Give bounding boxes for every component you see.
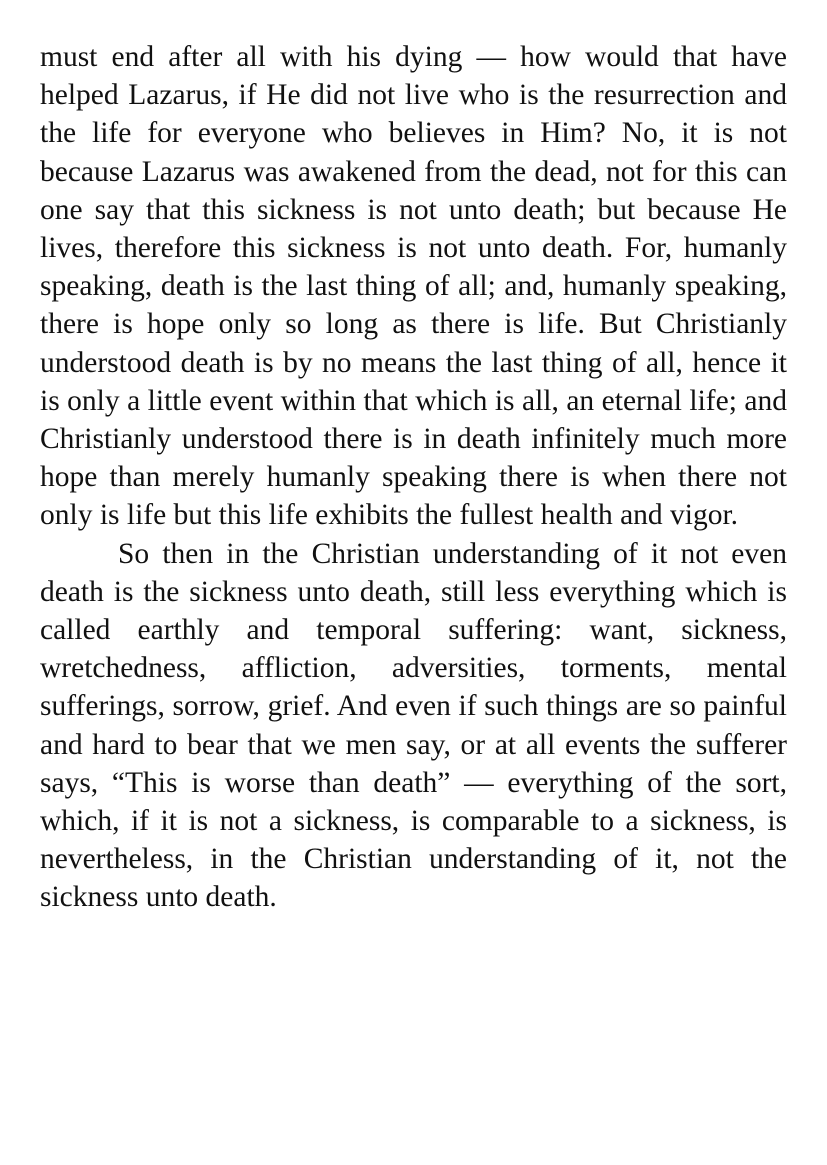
paragraph: So then in the Christian understanding of it not even death is the sickness unto death, still less everything which is called earthly and temporal suffering: want, sickness, wretchedness, affliction, adversities, torments, mental sufferings, sorrow, grief. And even if such things are so painful and hard to bear that we men say, or at all events the sufferer says, “This is worse than death” — everything of the sort, which, if it is not a sickness, is comparable to a sickness, is nevertheless, in the Christian understanding of it, not the sickness unto death.: [40, 537, 787, 914]
paragraph: must end after all with his dying — how would that have helped Lazarus, if He did not live who is the resurrection and the life for everyone who believes in Him? No, it is not because Lazarus was awakened from the dead, not for this can one say that this sickness is not unto death; but because He lives, therefore this sickness is not unto death. For, humanly speaking, death is the last thing of all; and, humanly speaking, there is hope only so long as there is life. But Christianly understood death is by no means the last thing of all, hence it is only a little event within that which is all, an eternal life; and Christianly understood there is in death infinitely much more hope than merely humanly speaking there is when there not only is life but this life exhibits the fullest health and vigor.: [40, 41, 787, 532]
document-page: [40, 38, 787, 917]
